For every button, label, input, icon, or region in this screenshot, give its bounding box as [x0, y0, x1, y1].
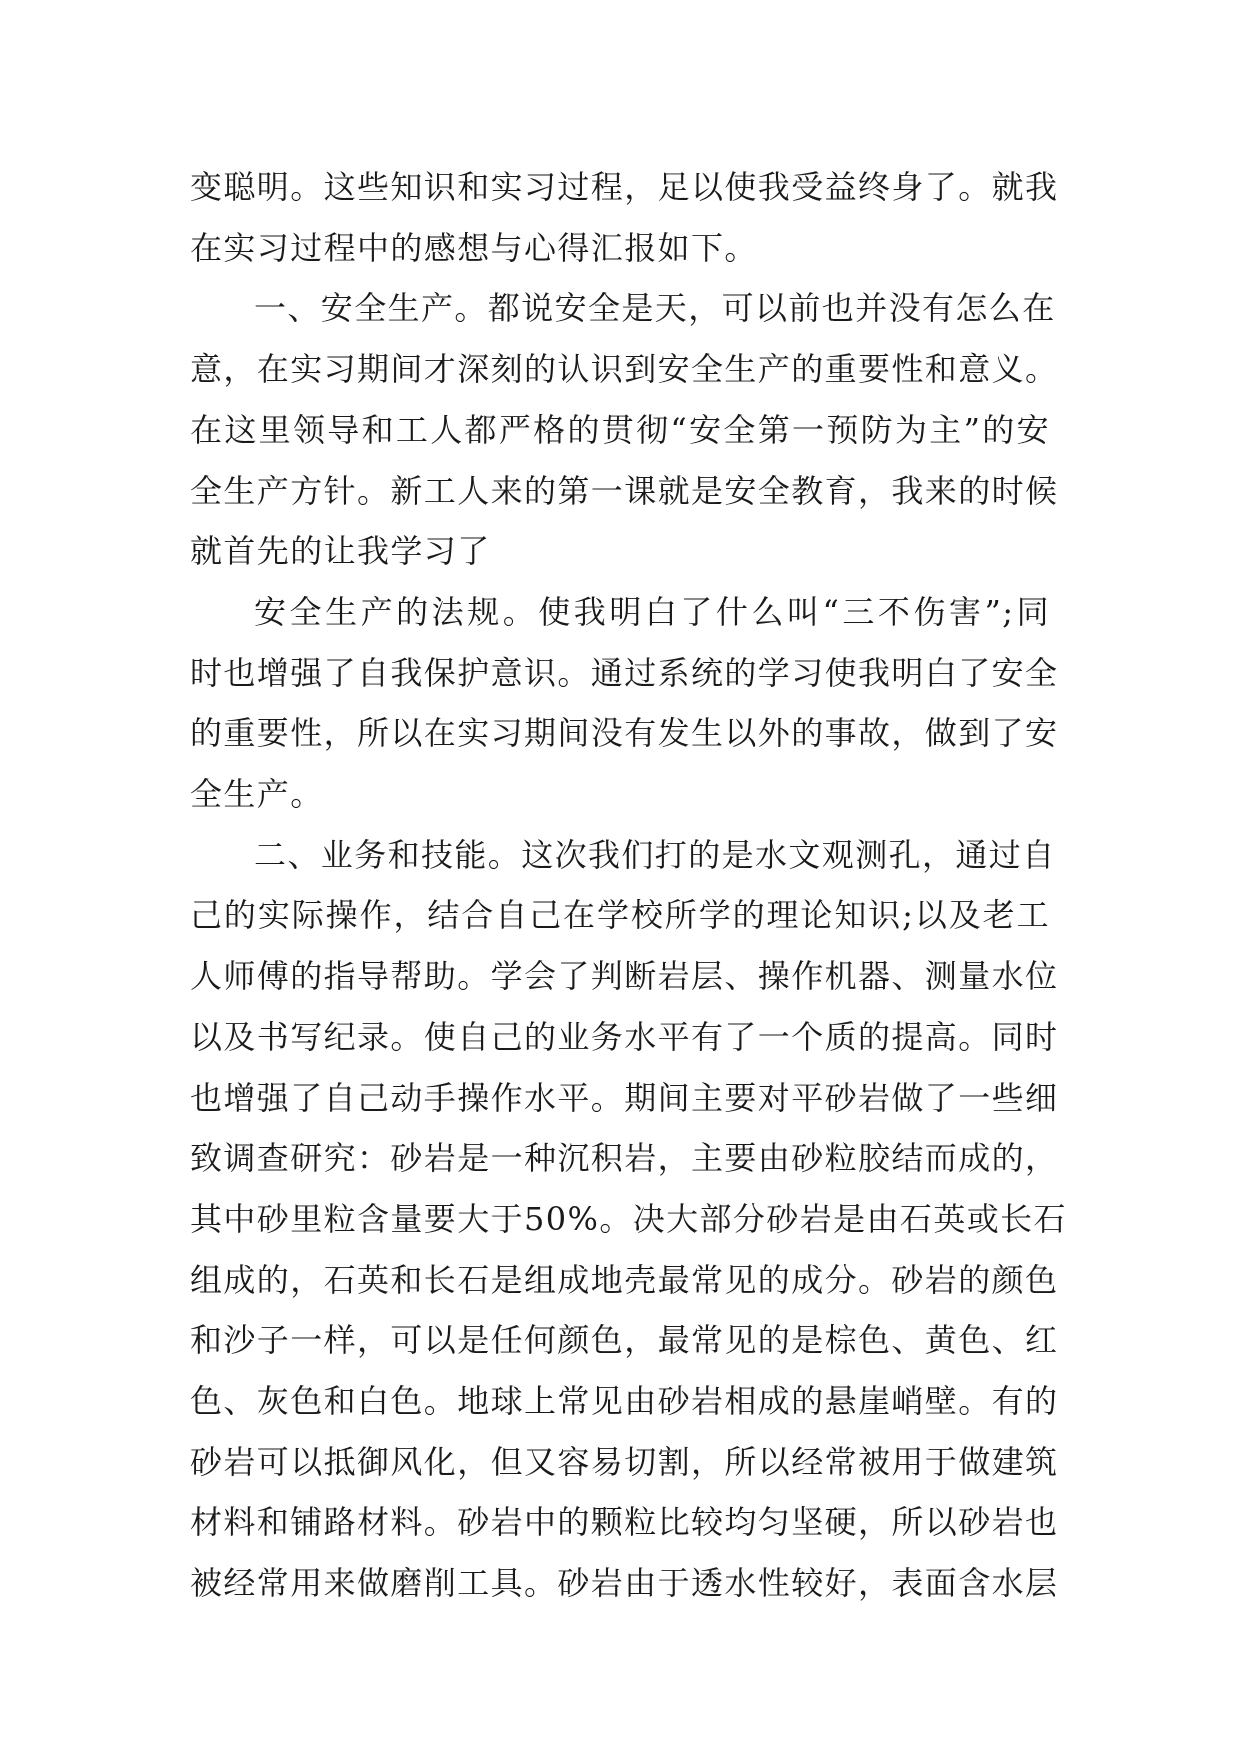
paragraph-p2 — [190, 278, 1059, 582]
text-line: 变聪明。这些知识和实习过程，足以使我受益终身了。就我 — [190, 168, 1059, 206]
text-line: 和沙子一样，可以是任何颜色，最常见的是棕色、黄色、红 — [190, 1321, 1059, 1360]
text-line: 的重要性，所以在实习期间没有发生以外的事故，做到了安 — [190, 714, 1059, 753]
text-line: 全生产。 — [190, 775, 324, 814]
text-line: 一、安全生产。都说安全是天，可以前也并没有怎么在 — [254, 289, 1056, 328]
text-line: 也增强了自己动手操作水平。期间主要对平砂岩做了一些细 — [190, 1078, 1059, 1117]
text-line: 时也增强了自我保护意识。通过系统的学习使我明白了安全 — [190, 653, 1059, 692]
text-line: 致调查研究：砂岩是一种沉积岩，主要由砂粒胶结而成的， — [190, 1139, 1059, 1178]
text-line: 安全生产的法规。使我明白了什么叫“三不伤害”;同 — [254, 592, 1050, 631]
text-line: 材料和铺路材料。砂岩中的颗粒比较均匀坚硬，所以砂岩也 — [190, 1503, 1059, 1542]
paragraph-p4 — [190, 825, 1067, 1614]
text-line: 被经常用来做磨削工具。砂岩由于透水性较好，表面含水层 — [190, 1564, 1059, 1603]
paragraph-p1 — [190, 157, 1059, 278]
text-line: 二、业务和技能。这次我们打的是水文观测孔，通过自 — [254, 835, 1056, 874]
text-line: 全生产方针。新工人来的第一课就是安全教育，我来的时候 — [190, 471, 1059, 510]
text-line: 砂岩可以抵御风化，但又容易切割，所以经常被用于做建筑 — [190, 1442, 1059, 1481]
text-line: 以及书写纪录。使自己的业务水平有了一个质的提高。同时 — [190, 1017, 1059, 1056]
document-page — [190, 157, 1067, 1614]
text-line: 在这里领导和工人都严格的贯彻“安全第一预防为主”的安 — [190, 410, 1050, 449]
text-line: 己的实际操作，结合自己在学校所学的理论知识;以及老工 — [190, 896, 1050, 935]
text-line: 组成的，石英和长石是组成地壳最常见的成分。砂岩的颜色 — [190, 1260, 1059, 1299]
text-line: 意，在实习期间才深刻的认识到安全生产的重要性和意义。 — [190, 350, 1059, 389]
text-line: 就首先的让我学习了 — [190, 532, 491, 571]
text-line: 在实习过程中的感想与心得汇报如下。 — [190, 228, 758, 267]
paragraph-p3 — [190, 582, 1059, 825]
text-line: 其中砂里粒含量要大于50%。决大部分砂岩是由石英或长石 — [190, 1199, 1067, 1238]
text-line: 人师傅的指导帮助。学会了判断岩层、操作机器、测量水位 — [190, 957, 1059, 996]
text-line: 色、灰色和白色。地球上常见由砂岩相成的悬崖峭壁。有的 — [190, 1382, 1059, 1421]
